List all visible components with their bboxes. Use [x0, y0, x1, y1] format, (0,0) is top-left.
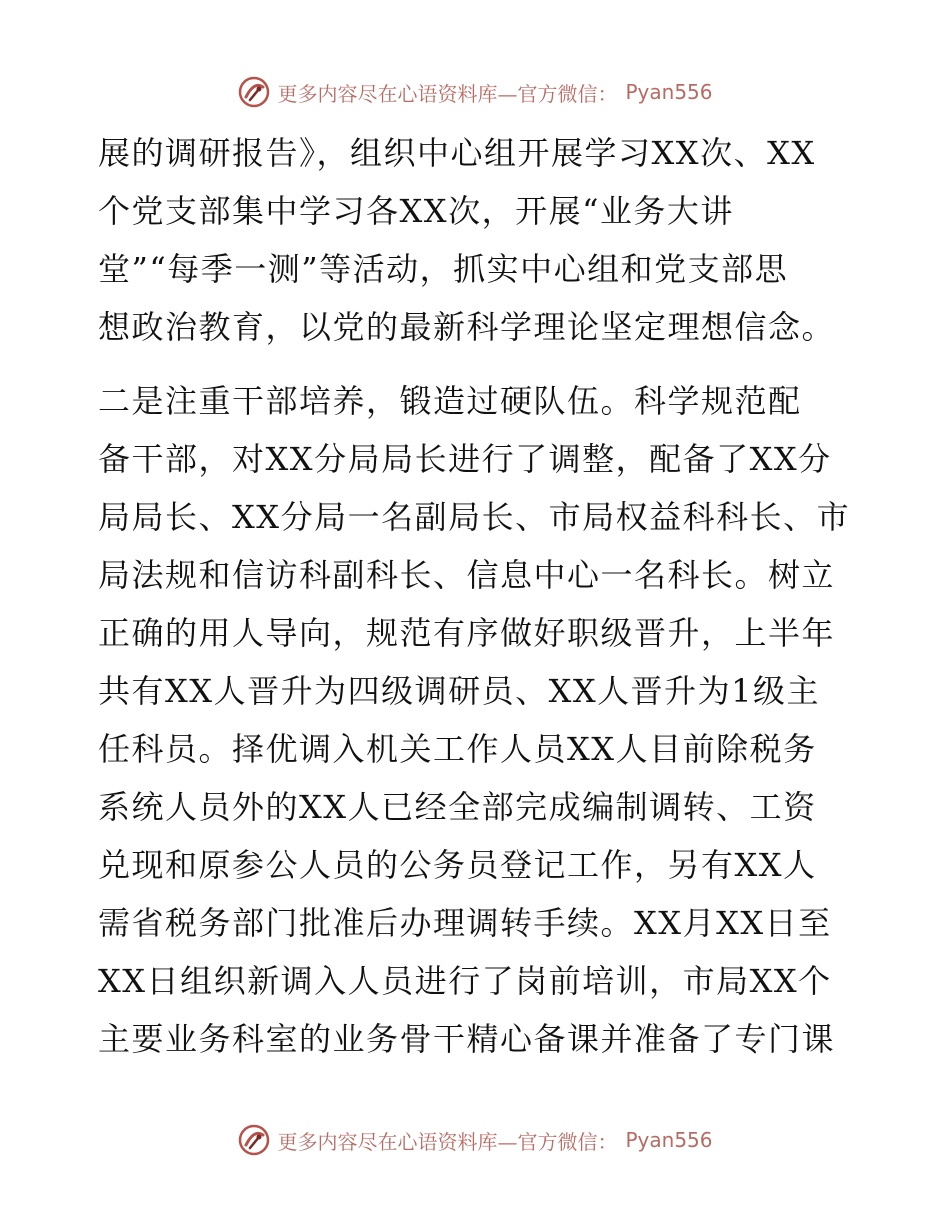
paragraph-gap [98, 356, 858, 372]
text-line: 兑现和原参公人员的公务员登记工作，另有XX人 [98, 846, 817, 884]
text-line: 系统人员外的XX人已经全部完成编制调转、工资 [98, 788, 817, 826]
text-line: 共有XX人晋升为四级调研员、XX人晋升为1级主 [98, 672, 820, 710]
text-line: 局法规和信访科副科长、信息中心一名科长。树立 [98, 556, 836, 594]
header-watermark [0, 72, 950, 112]
text-line: 正确的用人导向，规范有序做好职级晋升，上半年 [98, 614, 836, 652]
library-logo-icon [237, 1123, 271, 1157]
text-line: 二是注重干部培养，锻造过硬队伍。科学规范配 [98, 382, 802, 420]
footer-watermark [0, 1120, 950, 1160]
watermark-wechat-id: Pyan556 [625, 80, 713, 104]
text-line: 备干部，对XX分局局长进行了调整，配备了XX分 [98, 440, 832, 478]
paragraph-1 [98, 124, 858, 356]
text-line: 堂”“每季一测”等活动，抓实中心组和党支部思 [98, 250, 789, 288]
text-line: 想政治教育，以党的最新科学理论坚定理想信念。 [98, 308, 836, 346]
library-logo-icon [237, 75, 271, 109]
watermark-text: 更多内容尽在心语资料库—官方微信： [277, 1129, 618, 1154]
text-line: 主要业务科室的业务骨干精心备课并准备了专门课 [98, 1020, 836, 1058]
watermark-text: 更多内容尽在心语资料库—官方微信： [277, 81, 618, 106]
text-line: 任科员。择优调入机关工作人员XX人目前除税务 [98, 730, 817, 768]
document-body [98, 124, 858, 1068]
text-line: XX日组织新调入人员进行了岗前培训，市局XX个 [98, 962, 832, 1000]
text-line: 展的调研报告》，组织中心组开展学习XX次、XX [98, 134, 816, 172]
text-line: 需省税务部门批准后办理调转手续。XX月XX日至 [98, 904, 832, 942]
text-line: 个党支部集中学习各XX次，开展“业务大讲 [98, 192, 734, 230]
text-line: 局局长、XX分局一名副局长、市局权益科科长、市 [98, 498, 851, 536]
paragraph-2 [98, 372, 858, 1068]
watermark-wechat-id: Pyan556 [625, 1128, 713, 1152]
